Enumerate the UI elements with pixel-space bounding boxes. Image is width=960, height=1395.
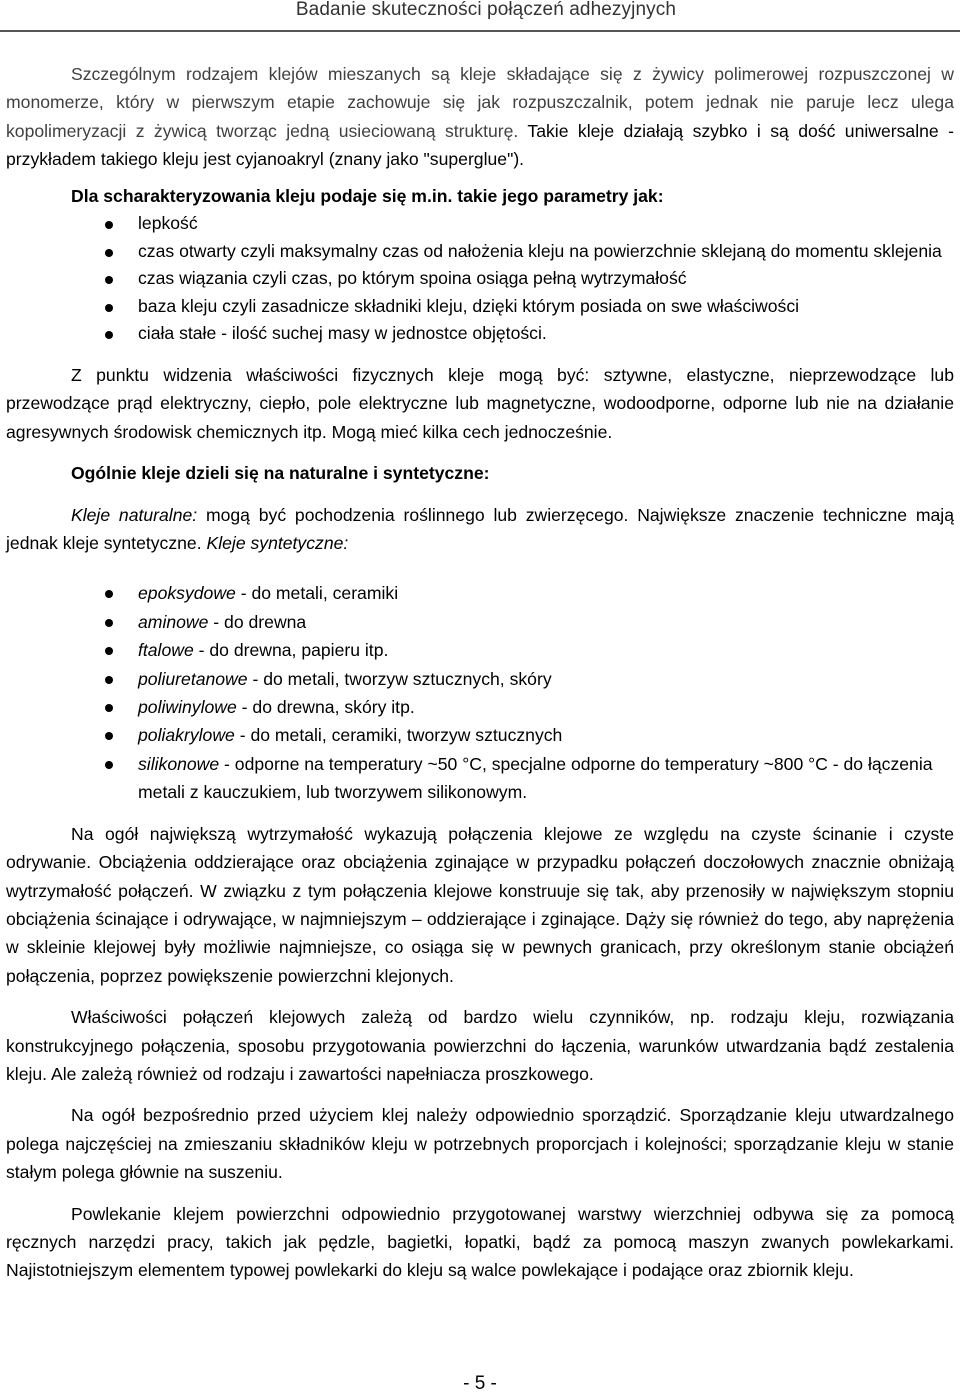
bullet-icon [105,704,113,712]
params-heading: Dla scharakteryzowania kleju podaje się m.in. takie jego parametry jak: [71,185,664,206]
list-item: czas otwarty czyli maksymalny czas od nałożenia kleju na powierzchnie sklejaną do momentu sklejenia [6,238,954,266]
paragraph-adhesive-types [6,501,954,558]
list-item: aminowe - do drewna [6,608,954,636]
paragraph-joint-properties: Właściwości połączeń klejowych zależą od bardzo wielu czynników, np. rodzaju kleju, rozwiązania konstrukcyjnego połączenia, sposobu przygotowania powierzchni do łączenia, warunków utwardzania bądź zestalenia kleju. Ale zależą również od rodzaju i zawartości napełniacza proszkowego. [6,1007,954,1084]
synthetic-label: Kleje syntetyczne: [206,533,349,554]
params-list [6,210,954,348]
paragraph-intro [6,60,954,174]
list-item: ciała stałe - ilość suchej masy w jednostce objętości. [6,320,954,348]
list-item: baza kleju czyli zasadnicze składniki kleju, dzięki którym posiada on swe właściwości [6,293,954,321]
page-number: - 5 - [463,1373,497,1394]
list-item: poliakrylowe - do metali, ceramiki, tworzyw sztucznych [6,721,954,749]
list-item: poliuretanowe - do metali, tworzyw sztucznych, skóry [6,665,954,693]
header-title: Badanie skuteczności połączeń adhezyjnych [295,0,676,20]
paragraph-preparation: Na ogół bezpośrednio przed użyciem klej należy odpowiednio sporządzić. Sporządzanie kleju utwardzalnego polega najczęściej na zmieszaniu składników kleju w potrzebnych proporcjach i kolejności; sporządzanie kleju w stanie stałym polega głównie na suszeniu. [6,1105,954,1183]
bullet-icon [105,249,113,257]
intro-text: Szczególnym rodzajem klejów mieszanych są kleje składające się z żywicy polimerowej rozpuszczonej w monomerze, który w pierwszym etapie zachowuje się jak rozpuszczalnik, potem jednak nie paruje lecz ulega kopolimeryzacji z żywicą tworząc jedną usieciowaną strukturę. [6,64,954,141]
list-item: czas wiązania czyli czas, po którym spoina osiąga pełną wytrzymałość [6,265,954,293]
list-item: ftalowe - do drewna, papieru itp. [6,636,954,664]
header-rule [0,30,960,32]
list-item: epoksydowe - do metali, ceramiki [6,579,954,607]
synthetic-list [6,579,954,806]
bullet-icon [105,732,113,740]
bullet-icon [105,619,113,627]
natural-text: mogą być pochodzenia roślinnego lub zwierzęcego. Największe znaczenie techniczne mają jednak kleje syntetyczne. [6,504,954,554]
paragraph-physical-properties: Z punktu widzenia właściwości fizycznych kleje mogą być: sztywne, elastyczne, nieprzewodzące lub przewodzące prąd elektryczny, ciepło, pole elektryczne lub magnetyczne, wodoodporne, odporne lub nie na działanie agresywnych środowisk chemicznych itp. Mogą mieć kilka cech jednocześnie. [6,365,954,442]
page-header [0,0,960,32]
bullet-icon [105,304,113,312]
bullet-icon [105,331,113,339]
intro-text-2: Takie kleje działają szybko i są dość uniwersalne - przykładem takiego kleju jest cyjanoakryl (znany jako "superglue"). [6,120,954,170]
bullet-icon [105,676,113,684]
bullet-icon [105,590,113,598]
document-body [6,60,954,1285]
list-item: lepkość [6,210,954,238]
bullet-icon [105,761,113,769]
bullet-icon [105,647,113,655]
paragraph-coating: Powlekanie klejem powierzchni odpowiednio przygotowanej warstwy wierzchniej odbywa się za pomocą ręcznych narzędzi pracy, takich jak pędzle, bagietki, łopatki, bądź za pomocą maszyn zwanych powlekarkami. Najistotniejszym elementem typowej powlekarki do kleju są walce powlekające i podające oraz zbiornik kleju. [6,1203,954,1281]
natural-label: Kleje naturalne: [71,504,198,525]
bullet-icon [105,276,113,284]
paragraph-strength: Na ogół największą wytrzymałość wykazują połączenia klejowe ze względu na czyste ścinanie i czyste odrywanie. Obciążenia oddzierające oraz obciążenia zginające w przypadku połączeń doczołowych znacznie obniżają wytrzymałość połączeń. W związku z tym połączenia klejowe konstruuje się tak, aby przenosiły w największym stopniu obciążenia ścinające i odrywające, w najmniejszym – oddzierające i zginające. Dąży się również do tego, aby naprężenia w skleinie klejowej były możliwie najmniejsze, co osiąga się w pewnych granicach, przy określonym stanie obciążeń połączenia, poprzez powiększenie powierzchni klejonych. [6,823,954,986]
bullet-icon [105,221,113,229]
types-heading: Ogólnie kleje dzieli się na naturalne i syntetyczne: [71,463,490,484]
list-item: silikonowe - odporne na temperatury ~50 °C, specjalne odporne do temperatury ~800 °C - do łączenia metali z kauczukiem, lub tworzywem silikonowym. [6,750,954,807]
list-item: poliwinylowe - do drewna, skóry itp. [6,693,954,721]
